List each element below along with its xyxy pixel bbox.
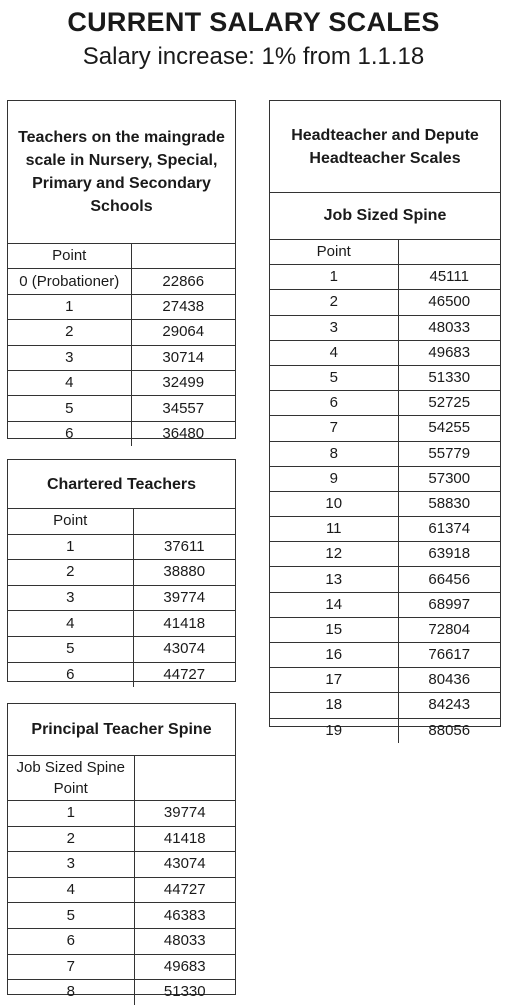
table-header-row xyxy=(8,756,235,801)
table-row xyxy=(270,265,500,290)
table-row xyxy=(8,534,235,560)
salary-cell: 22866 xyxy=(131,269,235,294)
column-header-point: Point xyxy=(316,243,351,261)
table-row xyxy=(8,903,235,929)
table-header-row xyxy=(8,244,235,269)
table-row xyxy=(8,928,235,954)
point-cell: 1 xyxy=(8,534,133,560)
table-row xyxy=(270,517,500,542)
salary-cell: 45111 xyxy=(398,265,500,290)
table-row xyxy=(270,416,500,441)
point-cell: 6 xyxy=(8,928,134,954)
point-cell: 4 xyxy=(270,340,398,365)
point-cell: 12 xyxy=(270,542,398,567)
point-cell: 4 xyxy=(8,611,133,637)
point-cell: 17 xyxy=(270,668,398,693)
table-title: Teachers on the maingrade scale in Nursery, Special, Primary and Secondary Schools xyxy=(8,101,235,244)
salary-cell: 51330 xyxy=(398,365,500,390)
salary-cell: 48033 xyxy=(398,315,500,340)
table-row xyxy=(8,421,235,446)
salary-cell: 44727 xyxy=(134,877,235,903)
salary-cell: 29064 xyxy=(131,320,235,345)
point-cell: 2 xyxy=(270,290,398,315)
salary-cell: 88056 xyxy=(398,718,500,743)
salary-cell: 57300 xyxy=(398,466,500,491)
table-row xyxy=(8,585,235,611)
table-row xyxy=(8,320,235,345)
page-title: CURRENT SALARY SCALES xyxy=(67,7,440,37)
table-row xyxy=(8,345,235,370)
salary-cell: 46383 xyxy=(134,903,235,929)
salary-cell: 36480 xyxy=(131,421,235,446)
table-row xyxy=(270,365,500,390)
point-cell: 5 xyxy=(8,636,133,662)
point-cell: 1 xyxy=(270,265,398,290)
table-row xyxy=(8,269,235,294)
salary-cell: 72804 xyxy=(398,617,500,642)
point-cell: 4 xyxy=(8,370,131,395)
point-cell: 6 xyxy=(8,662,133,687)
column-header-point: Job Sized Spine Point xyxy=(16,759,125,797)
salary-table xyxy=(8,244,235,446)
table-row xyxy=(8,396,235,421)
salary-cell: 43074 xyxy=(134,852,235,878)
table-title: Principal Teacher Spine xyxy=(8,704,235,756)
point-cell: 2 xyxy=(8,320,131,345)
point-cell: 1 xyxy=(8,294,131,319)
point-cell: 7 xyxy=(8,954,134,980)
point-cell: 7 xyxy=(270,416,398,441)
point-cell: 13 xyxy=(270,567,398,592)
table-row xyxy=(270,315,500,340)
point-cell: 16 xyxy=(270,643,398,668)
salary-cell: 46500 xyxy=(398,290,500,315)
point-cell: 11 xyxy=(270,517,398,542)
point-cell: 6 xyxy=(270,391,398,416)
salary-cell: 44727 xyxy=(133,662,235,687)
salary-cell: 54255 xyxy=(398,416,500,441)
table-row xyxy=(270,491,500,516)
point-cell: 10 xyxy=(270,491,398,516)
salary-cell: 37611 xyxy=(133,534,235,560)
salary-cell: 49683 xyxy=(398,340,500,365)
table-row xyxy=(270,441,500,466)
salary-cell: 39774 xyxy=(133,585,235,611)
table-row xyxy=(8,294,235,319)
table-header-row xyxy=(8,509,235,534)
salary-cell: 41418 xyxy=(134,826,235,852)
table-row xyxy=(8,636,235,662)
table-row xyxy=(8,852,235,878)
point-cell: 4 xyxy=(8,877,134,903)
table-row xyxy=(270,340,500,365)
table-row xyxy=(8,980,235,1005)
table-row xyxy=(8,801,235,827)
point-cell: 14 xyxy=(270,592,398,617)
table-row xyxy=(8,662,235,687)
salary-table xyxy=(8,509,235,687)
table-row xyxy=(270,718,500,743)
salary-cell: 63918 xyxy=(398,542,500,567)
table-row xyxy=(270,391,500,416)
salary-cell: 41418 xyxy=(133,611,235,637)
salary-cell: 58830 xyxy=(398,491,500,516)
point-cell: 1 xyxy=(8,801,134,827)
salary-cell: 51330 xyxy=(134,980,235,1005)
salary-cell: 55779 xyxy=(398,441,500,466)
table-row xyxy=(270,617,500,642)
column-header-point: Point xyxy=(52,247,87,265)
point-cell: 5 xyxy=(8,396,131,421)
column-header-salary xyxy=(131,244,235,269)
salary-cell: 61374 xyxy=(398,517,500,542)
table-row xyxy=(8,877,235,903)
point-cell: 3 xyxy=(8,345,131,370)
salary-cell: 43074 xyxy=(133,636,235,662)
salary-cell: 32499 xyxy=(131,370,235,395)
table-row xyxy=(270,643,500,668)
point-cell: 2 xyxy=(8,826,134,852)
point-cell: 18 xyxy=(270,693,398,718)
table-row xyxy=(270,290,500,315)
table-row xyxy=(8,611,235,637)
table-title: Headteacher and Depute Headteacher Scales xyxy=(270,101,500,193)
column-header-salary xyxy=(133,509,235,534)
salary-cell: 68997 xyxy=(398,592,500,617)
column-header-salary xyxy=(134,756,235,801)
salary-cell: 49683 xyxy=(134,954,235,980)
chartered-teachers-table xyxy=(7,459,236,682)
salary-table xyxy=(8,756,235,1005)
table-row xyxy=(270,592,500,617)
salary-cell: 39774 xyxy=(134,801,235,827)
table-row xyxy=(270,693,500,718)
salary-cell: 84243 xyxy=(398,693,500,718)
teachers-maingrade-table xyxy=(7,100,236,442)
principal-teacher-table xyxy=(7,703,236,1001)
salary-cell: 80436 xyxy=(398,668,500,693)
point-cell: 0 (Probationer) xyxy=(8,269,131,294)
table-row xyxy=(8,370,235,395)
salary-cell: 52725 xyxy=(398,391,500,416)
column-header-salary xyxy=(398,240,500,265)
table-header-row xyxy=(270,240,500,265)
headteacher-table xyxy=(269,100,501,739)
point-cell: 19 xyxy=(270,718,398,743)
point-cell: 5 xyxy=(8,903,134,929)
table-row xyxy=(270,542,500,567)
point-cell: 9 xyxy=(270,466,398,491)
table-title: Chartered Teachers xyxy=(8,460,235,509)
table-subtitle: Job Sized Spine xyxy=(270,193,500,240)
table-row xyxy=(8,826,235,852)
point-cell: 5 xyxy=(270,365,398,390)
table-row xyxy=(270,668,500,693)
salary-cell: 38880 xyxy=(133,560,235,586)
point-cell: 6 xyxy=(8,421,131,446)
point-cell: 2 xyxy=(8,560,133,586)
column-header-point: Point xyxy=(53,512,88,530)
salary-cell: 76617 xyxy=(398,643,500,668)
table-row xyxy=(270,466,500,491)
point-cell: 8 xyxy=(8,980,134,1005)
salary-cell: 48033 xyxy=(134,928,235,954)
salary-table xyxy=(270,240,500,743)
point-cell: 8 xyxy=(270,441,398,466)
table-row xyxy=(270,567,500,592)
table-row xyxy=(8,954,235,980)
point-cell: 3 xyxy=(270,315,398,340)
salary-cell: 66456 xyxy=(398,567,500,592)
page-subtitle: Salary increase: 1% from 1.1.18 xyxy=(82,43,425,70)
salary-cell: 30714 xyxy=(131,345,235,370)
table-row xyxy=(8,560,235,586)
salary-cell: 27438 xyxy=(131,294,235,319)
point-cell: 3 xyxy=(8,852,134,878)
salary-cell: 34557 xyxy=(131,396,235,421)
point-cell: 3 xyxy=(8,585,133,611)
point-cell: 15 xyxy=(270,617,398,642)
